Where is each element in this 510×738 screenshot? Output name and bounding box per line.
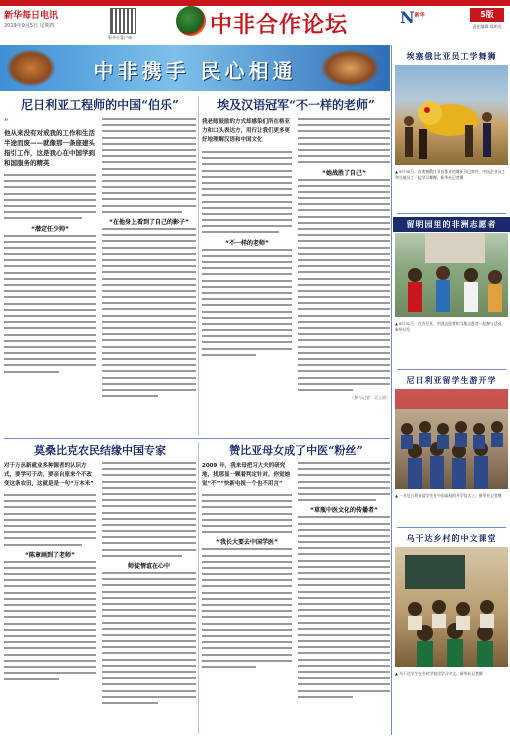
article-zambia (202, 442, 390, 736)
students-illustration-icon (395, 389, 508, 489)
body-text-block (202, 151, 292, 233)
qr-code-icon (110, 8, 136, 34)
page-title: 中非合作论坛 (210, 12, 349, 38)
body-text-block (202, 548, 292, 668)
column-divider (198, 442, 199, 734)
photo-chinese-class (395, 547, 508, 667)
column-divider (198, 96, 199, 436)
xinhua-logo-letter: N (400, 8, 415, 27)
masthead-top-band (0, 0, 510, 6)
section-divider (397, 527, 506, 528)
body-text-block (102, 572, 196, 704)
article-title: 赞比亚母女成了中医“粉丝” (229, 444, 363, 457)
article-title: 埃及汉语冠军“不一样的老师” (217, 98, 375, 112)
quote-mark-icon: “ (4, 118, 9, 128)
photo-lion-dance (395, 65, 508, 165)
article-mozambique (4, 442, 196, 736)
body-text-block (298, 462, 390, 501)
section-divider (397, 213, 506, 214)
article-lead: 我老师鼓励的方式却感染们所在格亚力和口头表达方，用行让我们更多更好地理解汉语和中国文化 (202, 119, 291, 143)
body-text-block (102, 462, 196, 557)
classroom-illustration-icon (395, 547, 508, 667)
article-subhead: “草瓶中医文化的传播者” (310, 507, 378, 515)
article-subhead: “潜定任少帅” (31, 225, 69, 233)
forum-emblem-icon (176, 6, 206, 36)
article-subhead: “她战胜了自己” (322, 169, 366, 177)
issue-date: 2019年9月5日 星期四 (4, 23, 55, 29)
body-text-block (4, 561, 96, 681)
article-subhead: “不一样的老师” (225, 239, 269, 247)
article-subhead: “陈章画到了老师” (25, 551, 75, 559)
volunteers-illustration-icon (395, 233, 508, 317)
section-divider (4, 438, 390, 439)
photo-caption: ▲ 乌干达学生在乡村学校里学习中文。新华社记者摄 (395, 671, 483, 676)
qr-code-label: 新华社客户端 (108, 35, 132, 40)
body-text-block (298, 179, 390, 391)
body-text-block (4, 494, 96, 546)
article-title: 尼日利亚工程师的中国“伯乐” (21, 98, 179, 112)
section-divider (397, 369, 506, 370)
photo-title-kenya: 留明园里的非洲志愿者 (393, 217, 510, 232)
photo-caption: ▲ 一名尼日利亚留学生在中国高校的开学仪式上。新华社记者摄 (395, 493, 502, 498)
article-subhead: “我长大要去中国学医” (216, 539, 278, 547)
body-text-block (102, 228, 196, 397)
photo-title-ethiopia: 埃塞俄比亚员工学舞狮 (406, 51, 497, 61)
photo-column (393, 45, 510, 738)
masthead (0, 0, 510, 42)
body-text-block (298, 118, 390, 163)
article-nigeria (4, 96, 196, 436)
photo-students (395, 389, 508, 489)
body-text-block (4, 235, 96, 373)
article-lead: 对于万丛新就业多种源者的认识方式，要学可于动，要亲自原来个不改变这条农田，这就是是一句“万本米” (4, 463, 94, 487)
article-byline: （参与记者：吴玉斌） (350, 395, 390, 401)
article-subhead: 师徒情谊在心中 (127, 563, 170, 570)
article-subhead: “在他身上看到了自己的影子” (109, 219, 189, 226)
article-title: 莫桑比克农民结缘中国专家 (34, 444, 166, 457)
body-text-block (202, 494, 292, 533)
photo-volunteers (395, 233, 508, 317)
photo-title-uganda: 乌干达乡村的中文课堂 (406, 533, 497, 543)
newspaper-name: 新华每日电讯 (4, 11, 59, 21)
page-number-badge: 5版 (470, 8, 504, 22)
body-text-block (298, 516, 390, 697)
body-text-block (202, 249, 292, 356)
photo-title-nigeria-students: 尼日利亚留学生游开学 (406, 375, 497, 385)
article-egypt (202, 96, 390, 436)
masthead-left (4, 8, 124, 30)
photo-caption: ▲ 8月31日，在肯尼亚，中国志愿者和当地志愿者一起参与活动。新华社发 (395, 321, 506, 332)
editor-credit: 责任编辑 郑明光 (472, 24, 502, 29)
photo-caption: ▲ 9月30日，在埃塞俄比亚首都亚的斯亚贝巴郊外，中国企业员工和当地员工一起学习舞狮。新华社记者摄 (395, 169, 506, 180)
body-text-block (4, 174, 96, 219)
lion-dance-illustration-icon (395, 65, 508, 165)
banner-headline: 中非携手 民心相通 (93, 59, 297, 83)
article-lead: 他从来没有对戒我的工作和生活半途而废——就像那一条座建头指引工作，这是我心在中国学到和国服务的精英 (4, 129, 95, 167)
article-lead: 2009 年，我来母把习大夫的研究地，找那显一颗着判定针对，你觉她觉“不”“快新电视一个也不用言” (202, 463, 291, 487)
body-text-block (102, 118, 196, 213)
xinhua-logo (400, 8, 425, 27)
section-banner (0, 45, 390, 91)
column-divider (391, 45, 392, 735)
xinhua-logo-sub: 新华 (414, 12, 425, 19)
